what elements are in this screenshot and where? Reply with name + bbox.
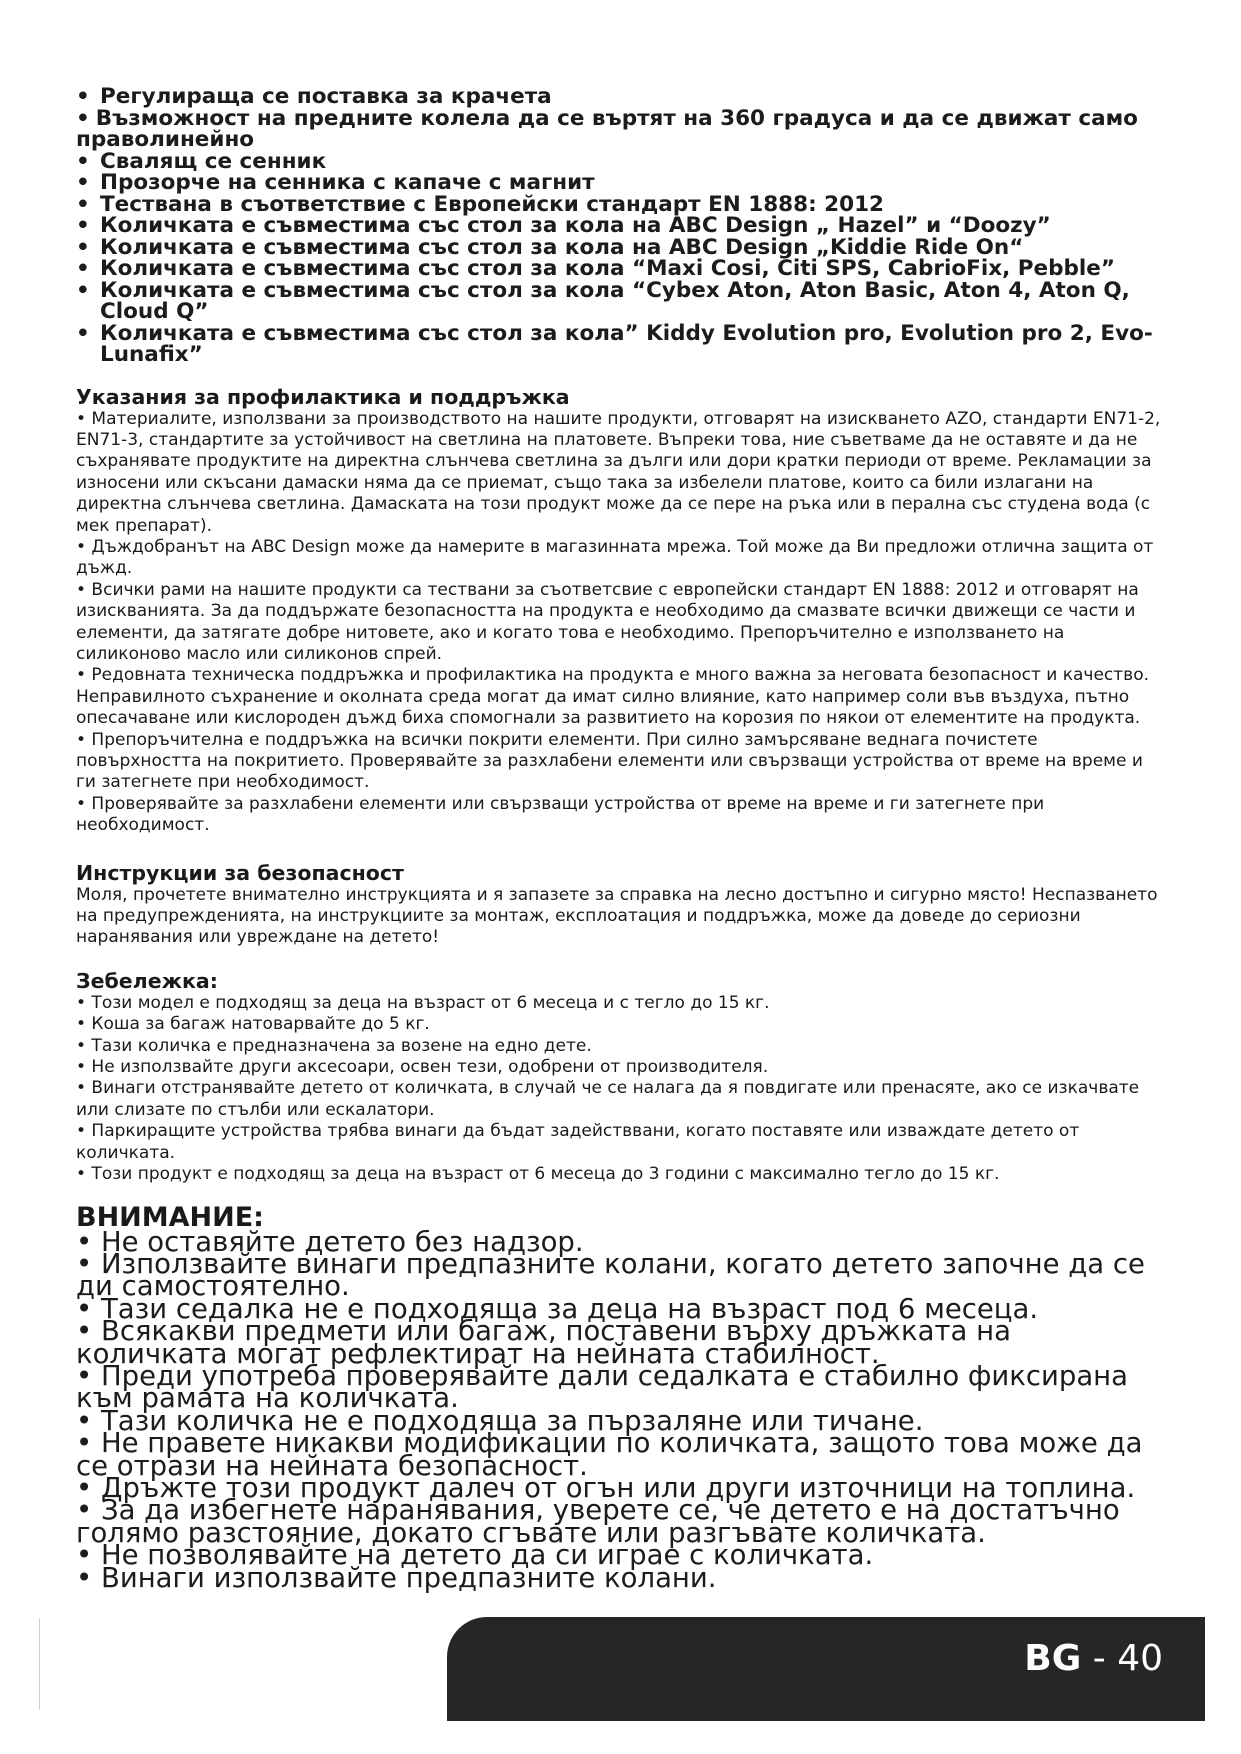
note-item: • Коша за багаж натоварвайте до 5 кг. [76,1014,430,1035]
page-number-value: 40 [1117,1638,1163,1679]
warning-item: • Не правете никакви модификации по количката, защото това може да се отрази на нейната безопасност. [76,1427,1143,1482]
feature-item: • Свалящ се сенник [76,151,1168,173]
safety-paragraph: Моля, прочетете внимателно инструкцията и я запазете за справка на лесно достъпно и сигурно място! Неспазването на предупрежденията, на инструкциите за монтаж, експлоатация и поддръжка, може да доведе до сериозни наранявания или увреждане на детето! [76,884,1158,948]
footer-bar [447,1617,1205,1721]
maintenance-title: Указания за профилактика и поддръжка [76,384,570,409]
note-item: • Не използвайте други аксесоари, освен тези, одобрени от производителя. [76,1057,769,1078]
page-edge-line [39,1618,40,1710]
language-code: BG [1024,1638,1082,1679]
feature-item: • Количката е съвместима със стол за кола” Kiddy Evolution pro, Evolution pro 2, Evo-Lunafix” [76,323,1168,366]
feature-item: • Количката е съвместима със стол за кола на ABC Design „ Hazel” и “Doozy” [76,215,1168,237]
warning-item: • Не оставяйте детето без надзор. [76,1225,584,1258]
bullet-icon: • [76,105,90,131]
warning-item: • Преди употреба проверявайте дали седалката е стабилно фиксирана към рамата на количката. [76,1359,1129,1415]
maintenance-paragraph: • Материалите, използвани за производството на нашите продукти, отговарят на изискването AZO, стандарти EN71-2, EN71-3, стандартите за устойчивост на светлина на платовете. Въпреки това, ние съветваме да не оставяте и да не съхранявате продуктите на директна слънчева светлина за дълги или дори кратки периоди от време. Рекламации за износени или скъсани дамаски няма да се приемат, също така за избелели платове, които са били излагани на директна слънчева светлина. Дамаската на този продукт може да се пере на ръка или в перална със студена вода (с мек препарат). [76,408,1161,536]
warning-item: • Тази седалка не е подходяща за деца на възраст под 6 месеца. [76,1292,1039,1325]
note-item: • Този модел е подходящ за деца на възраст от 6 месеца и с тегло до 15 кг. [76,992,770,1013]
feature-item: • Тествана в съответствие с Европейски стандарт EN 1888: 2012 [76,194,1168,216]
warning-item: • Винаги използвайте предпазните колани. [76,1561,717,1594]
feature-item-text: Възможност на предните колела да се въртят на 360 градуса и да се движат само праволинейно [76,105,1138,152]
note-item: • Винаги отстранявайте детето от количката, в случай че се налага да я повдигате или пренасяте, ако се изкачвате или слизате по стълби или ескалатори. [76,1078,1140,1120]
warning-item: • Дръжте този продукт далеч от огън или други източници на топлина. [76,1471,1136,1504]
note-list [76,993,1168,1186]
warning-item: • Тази количка не е подходяща за пързаляне или тичане. [76,1404,924,1437]
note-item: • Паркиращите устройства трябва винаги да бъдат задействвани, когато поставяте или изваждате детето от количката. [76,1121,1080,1163]
note-item: • Тази количка е предназначена за возене на едно дете. [76,1035,592,1056]
maintenance-paragraph: • Дъждобранът на ABC Design може да намерите в магазинната мрежа. Той може да Ви предложи отлична защита от дъжд. [76,536,1154,579]
feature-item: • Регулираща се поставка за крачета [76,86,1168,108]
warning-title: ВНИМАНИЕ: [76,1201,264,1233]
warning-item: • Всякакви предмети или багаж, поставени върху дръжката на количката могат рефлектират на нейната стабилност. [76,1315,1011,1370]
feature-item: • Количката е съвместима със стол за кола на ABC Design „Kiddie Ride On“ [76,237,1168,259]
warning-list [76,1225,1168,1594]
note-title: Зебележка: [76,968,218,993]
warning-item: • Използвайте винаги предпазните колани, когато детето започне да се ди самостоятелно. [76,1247,1145,1303]
feature-list [76,86,1168,366]
feature-item: • Количката е съвместима със стол за кола “Maxi Cosi, Citi SPS, CabrioFix, Pebble” [76,258,1168,280]
maintenance-paragraph: • Всички рами на нашите продукти са тествани за съответсвие с европейски стандарт EN 1888: 2012 и отговарят на изискванията. За да поддържате безопасността на продукта е необходимо да смазвате всички движещи се части и елементи, да затягате добре нитовете, ако и когато това е необходимо. Препоръчително е използването на силиконово масло или силиконов спрей. [76,579,1139,664]
safety-title: Инструкции за безопасност [76,860,404,885]
warning-item: • Не позволявайте на детето да си играе с количката. [76,1539,874,1572]
feature-item [76,105,1168,152]
note-item: • Този продукт е подходящ за деца на възраст от 6 месеца до 3 години с максимално тегло до 15 кг. [76,1164,1000,1185]
maintenance-paragraph: • Препоръчителна е поддръжка на всички покрити елементи. При силно замърсяване веднага почистете повърхността на покритието. Проверявайте за разхлабени елементи или свързващи устройства от време на време и ги затегнете при необходимост. [76,729,1143,793]
manual-page [76,84,1168,1594]
maintenance-paragraph: • Проверявайте за разхлабени елементи или свързващи устройства от време на време и ги затегнете при необходимост. [76,793,1045,836]
safety-text [76,885,1168,949]
warning-item: • За да избегнете наранявания, уверете се, че детето е на достатъчно голямо разстояние, докато сгъвате или разгъвате количката. [76,1494,1120,1549]
feature-item: • Прозорче на сенника с капаче с магнит [76,172,1168,194]
page-number [1024,1639,1163,1679]
page-number-separator: - [1081,1638,1118,1679]
maintenance-text [76,409,1168,837]
feature-item: • Количката е съвместима със стол за кола “Cybex Aton, Aton Basic, Aton 4, Aton Q, Cloud Q” [76,280,1168,323]
maintenance-paragraph: • Редовната техническа поддръжка и профилактика на продукта е много важна за неговата безопасност и качество. Неправилното съхранение и околната среда могат да имат силно влияние, като например соли във въздуха, пътно опесачаване или кислороден дъжд биха спомогнали за развитието на корозия по някои от елементите на продукта. [76,665,1150,729]
